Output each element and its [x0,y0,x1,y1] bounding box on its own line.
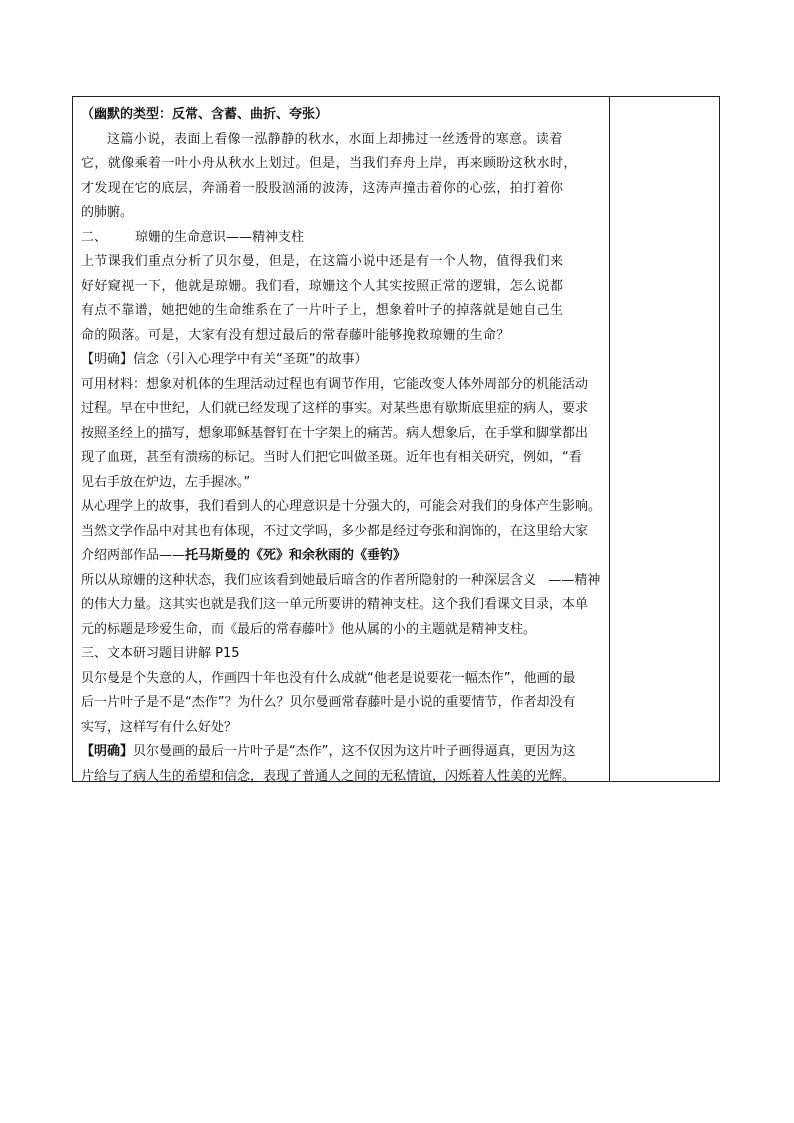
paragraph-line: 它，就像乘着一叶小舟从秋水上划过。但是，当我们弃舟上岸，再来顾盼这秋水时， [81,156,577,171]
paragraph-text: ——精神 [548,572,601,588]
section-heading-3: 三、文本研习题目讲解 P15 [81,646,240,661]
clarification-line: 【明确】信念（引入心理学中有关“圣斑”的故事） [81,352,368,367]
paragraph-line: 才发现在它的底层，奔涌着一股股汹涌的波涛，这涛声撞击着你的心弦，拍打着你 [81,180,564,196]
paragraph-line: 元的标题是珍爱生命，而《最后的常春藤叶》他从属的小的主题就是精神支柱。 [81,621,537,637]
answer-line [81,740,603,765]
paragraph-line [81,569,603,594]
paragraph-text: 所以从琼姗的这种状态，我们应该看到她最后暗含的作者所隐射的一种深层含义 [81,572,537,588]
paragraph-line: 从心理学上的故事，我们看到人的心理意识是十分强大的，可能会对我们的身体产生影响。 [81,499,602,514]
paragraph-line: 当然文学作品中对其也有体现，不过文学吗，多少都是经过夸张和润饰的，在这里给大家 [81,523,589,539]
works-line [81,544,603,569]
paragraph-line: 贝尔曼是个失意的人，作画四十年也没有什么成就“他老是说要花一幅杰作”，他画的最 [81,670,576,686]
section-heading-2 [81,226,603,251]
section-number: 二、 [81,229,108,245]
paragraph-line: 这篇小说，表面上看像一泓静静的秋水，水面上却拂过一丝透骨的寒意。读着 [107,131,563,147]
paragraph-line: 命的陨落。可是，大家有没有想过最后的常春藤叶能够挽救琼姗的生命？ [81,327,510,343]
answer-text: 贝尔曼画的最后一片叶子是“杰作”，这不仅因为这片叶子画得逼真，更因为这 [133,744,576,759]
paragraph-line: 见右手放在炉边，左手握冰。” [81,474,251,490]
paragraph-line: 的伟大力量。这其实也就是我们这一单元所要讲的精神支柱。这个我们看课文目录，本单 [81,597,589,612]
section-title: 琼姗的生命意识——精神支柱 [135,229,305,245]
paragraph-line: 过程。早在中世纪，人们就已经发现了这样的事实。对某些患有歇斯底里症的病人，要求 [81,401,589,416]
paragraph-line: 后一片叶子是不是“杰作”？为什么？贝尔曼画常春藤叶是小说的重要情节，作者却没有 [81,695,576,710]
paragraph-line: 片给与了病人生的希望和信念，表现了普通人之间的无私情谊，闪烁着人性美的光辉。 [81,768,576,784]
answer-label: 【明确】 [81,744,134,759]
lesson-content-cell [81,103,603,789]
paragraph-line: 可用材料：想象对机体的生理活动过程也有调节作用，它能改变人体外周部分的机能活动 [81,376,589,392]
paragraph-line: 上节课我们重点分析了贝尔曼，但是，在这篇小说中还是有一个人物，值得我们来 [81,254,564,269]
paragraph-line: 好好窥视一下，他就是琼姗。我们看，琼姗这个人其实按照正常的逻辑，怎么说都 [81,278,564,294]
works-intro: 介绍两部作品—— [81,548,186,563]
paragraph-line: 有点不靠谱，她把她的生命维系在了一片叶子上，想象着叶子的掉落就是她自己生 [81,303,564,318]
humor-types-line: （幽默的类型：反常、含蓄、曲折、夸张） [81,107,329,122]
works-titles: 托马斯曼的《死》和余秋雨的《垂钓》 [185,548,407,563]
paragraph-line: 现了血斑，甚至有溃疡的标记。当时人们把它叫做圣斑。近年也有相关研究，例如，“看 [81,450,582,465]
paragraph-line: 按照圣经上的描写，想象耶稣基督钉在十字架上的痛苦。病人想象后，在手掌和脚掌都出 [81,425,589,441]
paragraph-line: 的肺腑。 [81,205,134,220]
paragraph-line: 实写，这样写有什么好处？ [81,719,238,735]
lesson-table [72,96,720,782]
notes-cell [610,97,719,781]
